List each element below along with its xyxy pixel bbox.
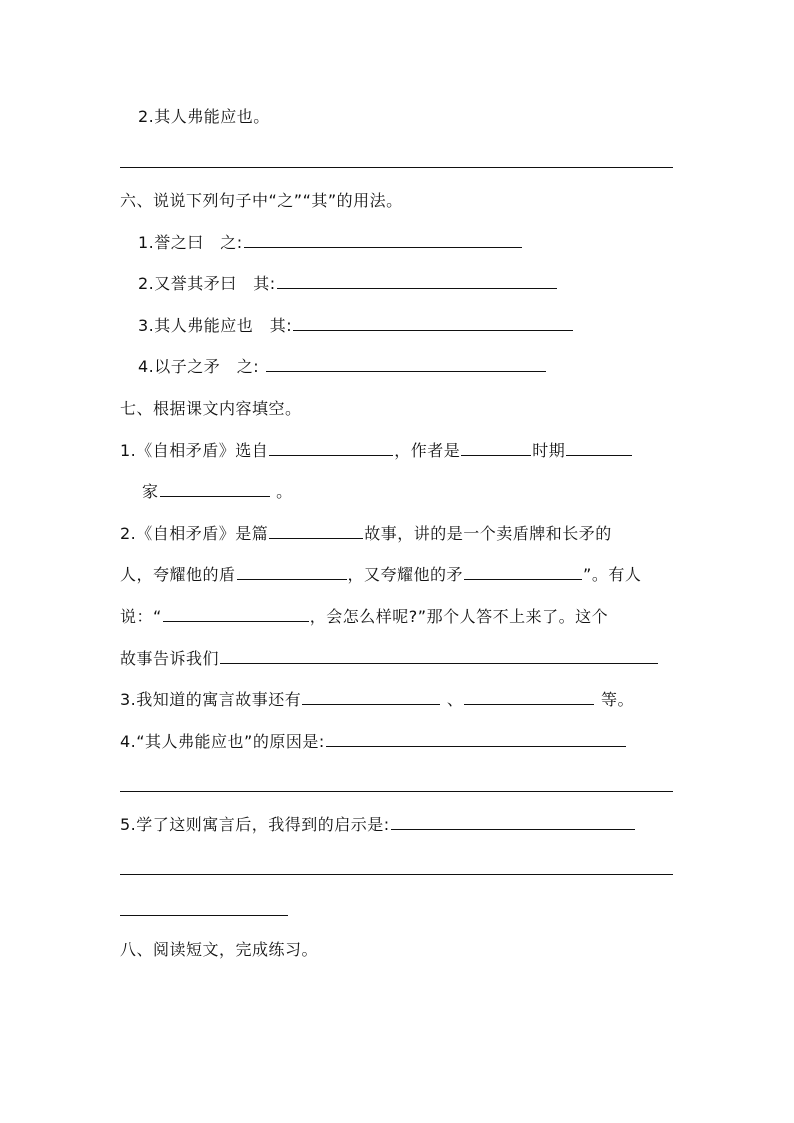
question-5-item-2: 2.其人弗能应也。	[138, 107, 270, 126]
answer-line[interactable]	[120, 874, 673, 875]
question-7-item-2-cont-1	[120, 560, 641, 590]
item-text: 人，夸耀他的盾	[120, 565, 236, 584]
answer-blank[interactable]	[269, 437, 393, 456]
answer-blank[interactable]	[464, 561, 582, 580]
answer-line[interactable]	[120, 791, 673, 792]
answer-blank[interactable]	[237, 561, 347, 580]
answer-blank[interactable]	[326, 728, 626, 747]
item-text: 5.学了这则寓言后，我得到的启示是:	[120, 815, 390, 834]
item-text: 4.以子之矛 之:	[138, 357, 265, 376]
question-7-item-4	[120, 727, 627, 757]
item-text: ”。有人	[583, 565, 642, 584]
answer-blank[interactable]	[266, 353, 546, 372]
answer-blank[interactable]	[391, 811, 635, 830]
item-text: 1.《自相矛盾》选自	[120, 441, 269, 460]
item-text: 故事，讲的是一个卖盾牌和长矛的	[364, 524, 612, 543]
answer-blank[interactable]	[302, 686, 440, 705]
question-6-item-2	[138, 269, 558, 299]
item-text: ，又夸耀他的矛	[347, 565, 464, 584]
question-7-item-3	[120, 685, 634, 715]
item-text: 2.《自相矛盾》是篇	[120, 524, 269, 543]
item-text: 4.“其人弗能应也”的原因是:	[120, 732, 325, 751]
question-6-item-4	[138, 352, 547, 382]
question-6-heading: 六、说说下列句子中“之”“其”的用法。	[120, 191, 403, 210]
question-6-item-1	[138, 228, 523, 258]
item-text: 等。	[595, 690, 634, 709]
item-text: 3.其人弗能应也 其:	[138, 316, 293, 335]
answer-blank[interactable]	[244, 229, 522, 248]
item-text: 故事告诉我们	[120, 649, 220, 668]
answer-line[interactable]	[120, 167, 673, 168]
item-text: 2.又誉其矛曰 其:	[138, 274, 276, 293]
answer-blank[interactable]	[269, 520, 363, 539]
question-7-heading: 七、根据课文内容填空。	[120, 399, 302, 418]
item-text: 。	[270, 482, 293, 501]
question-6-item-3	[138, 311, 574, 341]
question-7-item-5	[120, 810, 636, 840]
item-text: ，作者是	[394, 441, 461, 460]
answer-blank[interactable]	[160, 478, 270, 497]
question-7-item-2-cont-3	[120, 644, 659, 674]
question-7-item-1-cont	[142, 477, 293, 507]
answer-blank[interactable]	[461, 437, 531, 456]
item-text: 3.我知道的寓言故事还有	[120, 690, 302, 709]
item-text: 1.誉之曰 之:	[138, 233, 243, 252]
answer-blank[interactable]	[163, 603, 309, 622]
item-text: 、	[441, 690, 464, 709]
answer-blank[interactable]	[464, 686, 594, 705]
question-7-item-2	[120, 519, 612, 549]
item-text: ，会怎么样呢?”那个人答不上来了。这个	[309, 607, 609, 626]
answer-blank[interactable]	[293, 312, 573, 331]
answer-blank[interactable]	[220, 645, 658, 664]
question-7-item-2-cont-2	[120, 602, 608, 632]
question-7-item-1	[120, 436, 633, 466]
answer-blank[interactable]	[277, 270, 557, 289]
answer-line[interactable]	[120, 915, 288, 916]
item-text: 时期	[532, 441, 566, 460]
item-text: 说：“	[120, 607, 162, 626]
answer-blank[interactable]	[566, 437, 632, 456]
item-text: 家	[142, 482, 159, 501]
question-8-heading: 八、阅读短文，完成练习。	[120, 940, 319, 959]
